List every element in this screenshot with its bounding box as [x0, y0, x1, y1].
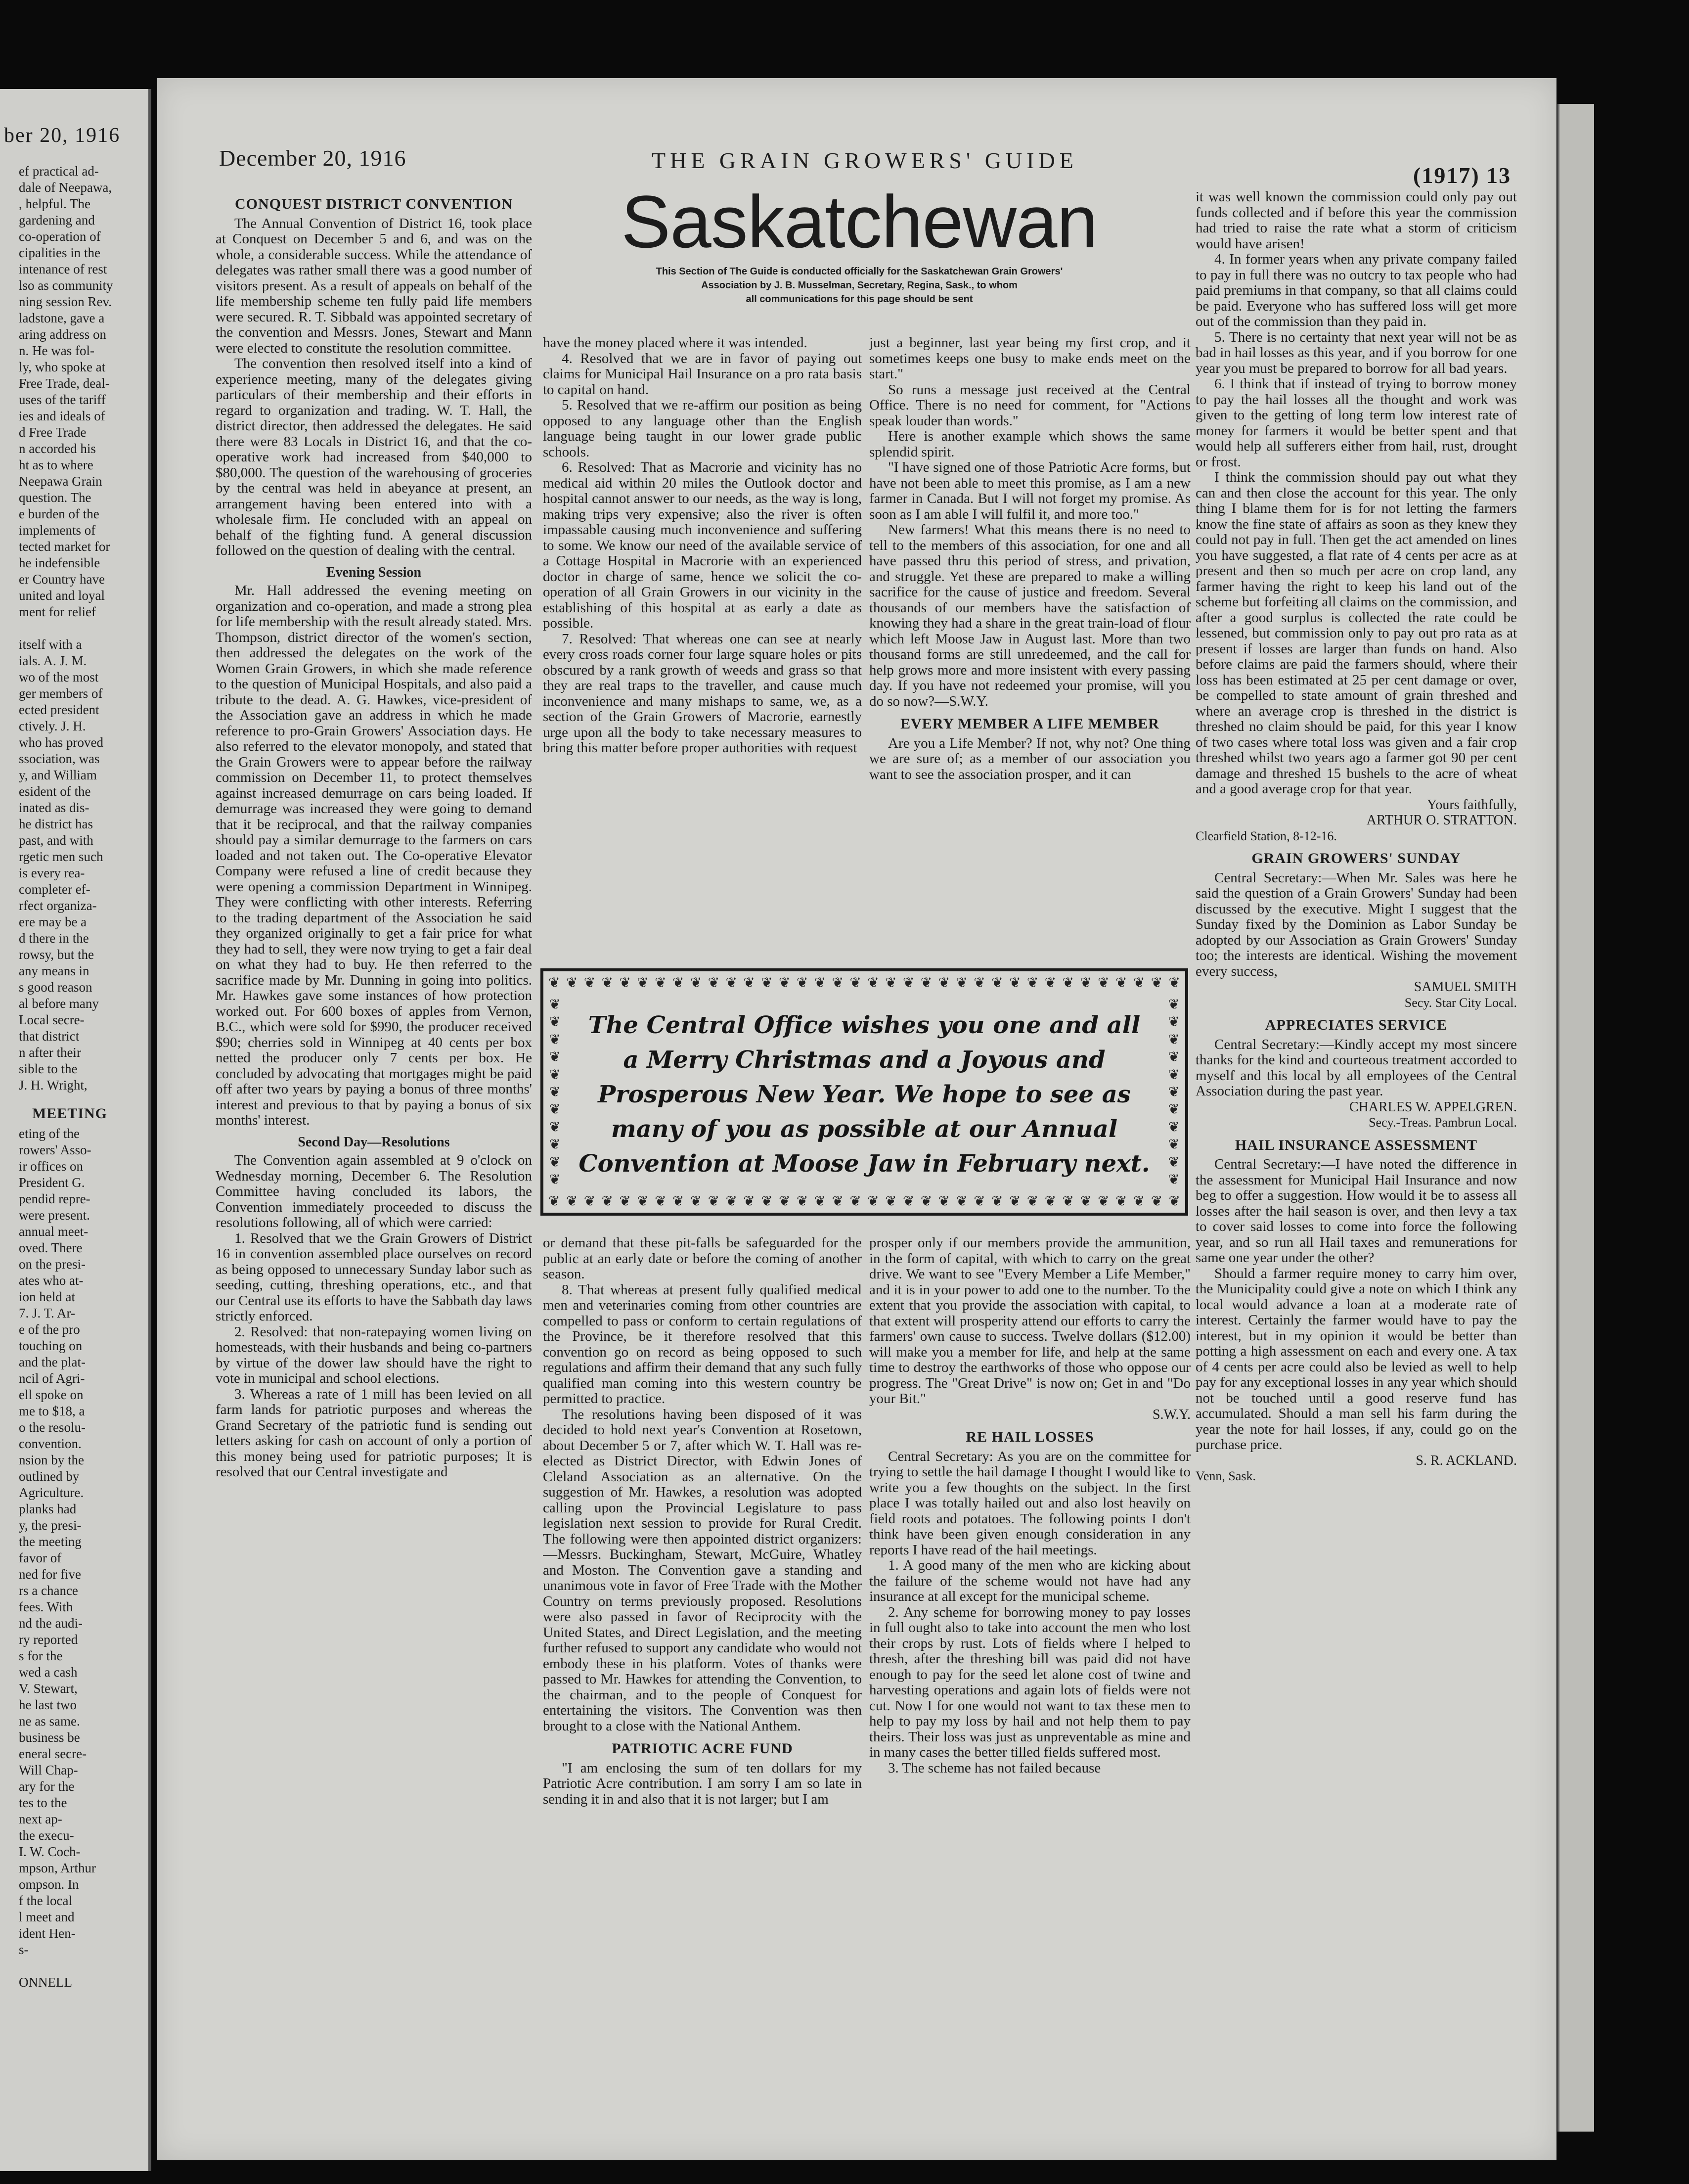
fragment-line: dale of Neepawa, — [19, 180, 112, 195]
ornament-icon: ❦ — [849, 1194, 861, 1209]
fragment-line: wed a cash — [19, 1665, 78, 1680]
signature: ARTHUR O. STRATTON. — [1366, 813, 1517, 828]
fragment-line: Agriculture. — [19, 1485, 84, 1500]
section-note-line-1: This Section of The Guide is conducted officially for the Saskatchewan Grain Growers' — [656, 266, 1063, 277]
fragment-line: d Free Trade — [19, 425, 87, 440]
ornament-icon: ❦ — [1151, 1194, 1163, 1209]
fragment-line: and the plat- — [19, 1355, 86, 1369]
paragraph: 3. The scheme has not failed because — [888, 1760, 1101, 1776]
paragraph: "I am enclosing the sum of ten dollars for my Patriotic Acre contribution. I am sorry I am so late in sending it in and also that it is not larger; but I am — [543, 1760, 862, 1807]
fragment-line: mpson, Arthur — [19, 1861, 96, 1875]
signature-location: Secy. Star City Local. — [1404, 995, 1517, 1010]
column-3-bottom — [869, 1235, 1191, 2131]
fragment-line: ladstone, gave a — [19, 311, 105, 325]
fragment-line — [0, 1958, 139, 1974]
paragraph: Central Secretary:—I have noted the difference in the assessment for Municipal Hail Insurance and now beg to offer a suggestion. How would it be to assess all losses after the hail season is over, and then levy a tax to cover said losses to come into force the following year, and so run all Hail taxes and remunerations for same one year under the other? — [1196, 1156, 1517, 1266]
paragraph: 2. Resolved: that non-ratepaying women living on homesteads, with their husbands and being co-partners by virtue of the dower law should have the right to vote in municipal and school elections. — [216, 1323, 532, 1386]
ornament-icon: ❦ — [1044, 975, 1057, 991]
fragment-line: intenance of rest — [19, 262, 107, 276]
ornament-icon: ❦ — [1168, 1119, 1180, 1135]
fragment-line: ly, who spoke at — [19, 360, 106, 374]
closing: Yours faithfully, — [1426, 797, 1517, 813]
fragment-line: rowsy, but the — [19, 947, 94, 962]
fragment-line: oved. There — [19, 1240, 83, 1255]
paragraph: 5. Resolved that we re-affirm our position as being opposed to any language other than the English language being taught in our lower grade public schools. — [543, 397, 862, 460]
fragment-line: Neepawa Grain — [19, 474, 102, 489]
running-header-title: THE GRAIN GROWERS' GUIDE — [652, 148, 1078, 173]
subheading: Second Day—Resolutions — [298, 1134, 450, 1150]
fragment-line: past, and with — [19, 833, 93, 848]
column-2-bottom — [543, 1235, 862, 2131]
ornament-icon: ❦ — [1168, 1172, 1180, 1187]
fragment-line — [0, 620, 139, 637]
section-note-line-3: all communications for this page should be sent — [746, 294, 973, 305]
fragment-line: gardening and — [19, 213, 95, 228]
ornament-icon: ❦ — [1080, 1194, 1092, 1209]
signature: SAMUEL SMITH — [1414, 979, 1517, 995]
previous-page-fragment — [0, 89, 151, 2171]
page-number: (1917) 13 — [1413, 163, 1511, 188]
fragment-line: aring address on — [19, 327, 106, 342]
ornament-icon: ❦ — [796, 975, 808, 991]
fragment-line: convention. — [19, 1436, 82, 1451]
fragment-line: me to $18, a — [19, 1404, 85, 1418]
fragment-line: ident Hen- — [19, 1926, 76, 1941]
paragraph: "I have signed one of those Patriotic Acre forms, but have not been able to meet this promise, as I am a new farmer in Canada. But I will not forget my promise. As soon as I am able I will fulfil it, and more too." — [869, 459, 1191, 522]
fragment-line: tected market for — [19, 539, 110, 554]
paragraph: 7. Resolved: That whereas one can see at nearly every cross roads corner four large square holes or pits obscured by a rank growth of weeds and grass so that they are real traps to the traveller, and cause much inconvenience and many mishaps to same, we, as a section of the Grain Growers of Macrorie, earnestly urge upon all the body to take necessary measures to bring this matter before proper authorities with request — [543, 631, 862, 756]
ornament-icon: ❦ — [956, 1194, 968, 1209]
ornament-icon: ❦ — [1168, 1137, 1180, 1153]
ornament-icon: ❦ — [1151, 975, 1163, 991]
signature: CHARLES W. APPELGREN. — [1349, 1099, 1517, 1115]
paragraph: or demand that these pit-falls be safeguarded for the public at an early date or before the coming of another season. — [543, 1235, 862, 1282]
article-heading: HAIL INSURANCE ASSESSMENT — [1235, 1137, 1478, 1153]
fragment-line: y, and William — [19, 768, 97, 782]
paragraph: Central Secretary: As you are on the committee for trying to settle the hail damage I thought I would like to write you a few thoughts on the subject. In the first place I was totally hailed out and also lost heavily on field roots and potatoes. The following points I don't think have been given enough consideration in any reports I have read of the hail meetings. — [869, 1448, 1191, 1558]
running-header-date: December 20, 1916 — [219, 145, 406, 171]
paragraph: 1. A good many of the men who are kicking about the failure of the scheme would not have had any insurance at all except for the municipal scheme. — [869, 1557, 1191, 1604]
fragment-line: l meet and — [19, 1910, 75, 1924]
fragment-line: ssociation, was — [19, 751, 100, 766]
christmas-message: The Central Office wishes you one and all a Merry Christmas and a Joyous and Prosperous New Year. We hope to see as many of you as possible at our Annual Convention at Moose Jaw in February next. — [578, 1011, 1150, 1178]
article-heading: CONQUEST DISTRICT CONVENTION — [234, 196, 513, 212]
article-heading: EVERY MEMBER A LIFE MEMBER — [900, 716, 1159, 732]
fragment-line: ctively. J. H. — [19, 719, 86, 733]
ornament-icon: ❦ — [1044, 1194, 1057, 1209]
paragraph: just a beginner, last year being my first crop, and it sometimes keeps one busy to make ends meet on the start." — [869, 335, 1191, 382]
fragment-line: business be — [19, 1730, 80, 1745]
fragment-line: planks had — [19, 1502, 77, 1516]
fragment-line: is every rea- — [19, 865, 85, 880]
ornament-icon: ❦ — [743, 1194, 755, 1209]
ornament-icon: ❦ — [761, 1194, 773, 1209]
ornament-icon: ❦ — [690, 975, 702, 991]
ornament-icon: ❦ — [1009, 975, 1021, 991]
fragment-line: who has proved — [19, 735, 103, 750]
ornament-icon: ❦ — [549, 1172, 561, 1187]
ornament-icon: ❦ — [708, 1194, 720, 1209]
ornament-icon: ❦ — [1168, 1154, 1180, 1170]
fragment-line: wo of the most — [19, 670, 99, 684]
fragment-line: n after their — [19, 1045, 81, 1060]
fragment-line: o the resolu- — [19, 1420, 86, 1435]
ornament-icon: ❦ — [1062, 975, 1074, 991]
column-2-top — [543, 335, 862, 949]
ornament-icon: ❦ — [637, 1194, 649, 1209]
ornament-icon: ❦ — [1098, 1194, 1110, 1209]
fragment-line: President G. — [19, 1175, 85, 1190]
paragraph: 5. There is no certainty that next year will not be as bad in hail losses as this year, and if you borrow for one year you must be prepared to borrow for all bad years. — [1196, 329, 1517, 376]
fragment-line: uses of the tariff — [19, 392, 106, 407]
ornament-icon: ❦ — [1168, 975, 1180, 991]
fragment-line: ected president — [19, 702, 99, 717]
fragment-line: rowers' Asso- — [19, 1142, 91, 1157]
article-heading: GRAIN GROWERS' SUNDAY — [1251, 850, 1461, 866]
ornament-icon: ❦ — [725, 975, 737, 991]
ornament-icon: ❦ — [655, 1194, 667, 1209]
ornament-icon: ❦ — [991, 975, 1003, 991]
paragraph: 4. In former years when any private company failed to pay in full there was no outcry to tax people who had paid premiums in that company, so that all claims could be paid. Everyone who has suffered loss will get more out of the commission than they paid in. — [1196, 251, 1517, 329]
ornament-icon: ❦ — [549, 1119, 561, 1135]
signature: S. R. ACKLAND. — [1416, 1453, 1517, 1468]
ornamental-border-top — [548, 974, 1180, 991]
fragment-line: er Country have — [19, 572, 105, 587]
fragment-line: co-operation of — [19, 229, 101, 244]
ornament-icon: ❦ — [1080, 975, 1092, 991]
fragment-line: nd the audi- — [19, 1616, 83, 1631]
paragraph: 3. Whereas a rate of 1 mill has been levied on all farm lands for patriotic purposes and whereas the Grand Secretary of the patriotic fund is sending out letters asking for cash on account of only a portion of this money being used for patriotic purposes; It is resolved that our Central investigate and — [216, 1386, 532, 1480]
fragment-line: ned for five — [19, 1567, 81, 1582]
fragment-line: ne as same. — [19, 1714, 80, 1729]
ornament-icon: ❦ — [548, 1194, 560, 1209]
paragraph: 6. Resolved: That as Macrorie and vicinity has no medical aid within 20 miles the Outlook doctor and hospital cannot answer to our needs, as the way is long, making trips very expensive; also the river is often impassable causing much inconvenience and suffering to some. We know our need of the available service of a Cottage Hospital in Macrorie with an experienced doctor in charge of same, hence we solicit the co-operation of all Grain Growers in our vicinity in the establishing of this hospital at as early a date as possible. — [543, 459, 862, 631]
fragment-line: lso as community — [19, 278, 113, 293]
ornament-icon: ❦ — [1168, 997, 1180, 1012]
article-heading: APPRECIATES SERVICE — [1265, 1017, 1448, 1033]
ornament-icon: ❦ — [549, 997, 561, 1012]
ornament-icon: ❦ — [583, 975, 596, 991]
paragraph: Are you a Life Member? If not, why not? One thing we are sure of; as a member of our association you want to see the association prosper, and it can — [869, 735, 1191, 782]
ornament-icon: ❦ — [655, 975, 667, 991]
fragment-line: any means in — [19, 963, 89, 978]
fragment-line: y, the presi- — [19, 1518, 82, 1533]
paragraph: it was well known the commission could only pay out funds collected and if before this year the commission had tried to raise the rate what a storm of criticism would have arisen! — [1196, 189, 1517, 252]
signature-location: Secy.-Treas. Pambrun Local. — [1369, 1115, 1517, 1130]
ornament-icon: ❦ — [761, 975, 773, 991]
ornament-icon: ❦ — [549, 1014, 561, 1030]
ornament-icon: ❦ — [1026, 1194, 1039, 1209]
fragment-line: completer ef- — [19, 882, 90, 897]
ornament-icon: ❦ — [991, 1194, 1003, 1209]
ornament-icon: ❦ — [549, 1154, 561, 1170]
ornament-icon: ❦ — [549, 1102, 561, 1118]
ornament-icon: ❦ — [832, 1194, 844, 1209]
fragment-line: itself with a — [19, 637, 82, 652]
fragment-line: favor of — [19, 1550, 62, 1565]
paragraph: Central Secretary:—When Mr. Sales was here he said the question of a Grain Growers' Sunday had been discussed by the executive. Might I suggest that the Sunday fixed by the Dominion as Labor Sunday be adopted by our Association as Grain Growers' Sunday too; the interests are identical. Wishing the movement every success, — [1196, 869, 1517, 979]
fragment-line: nsion by the — [19, 1453, 84, 1467]
paragraph: The Annual Convention of District 16, took place at Conquest on December 5 and 6, and was on the whole, a considerable success. While the attendance of delegates was rather small there was a good number of visitors present. As a result of appeals on behalf of the life membership scheme ten fully paid life members were secured. R. T. Sibbald was appointed secretary of the convention and Messrs. Jones, Stewart and Mann were elected to constitute the resolution committee. — [216, 215, 532, 356]
paragraph: Here is another example which shows the same splendid spirit. — [869, 428, 1191, 460]
signature-location: Clearfield Station, 8-12-16. — [1196, 828, 1337, 843]
fragment-line: were present. — [19, 1208, 90, 1223]
ornament-icon: ❦ — [920, 975, 933, 991]
fragment-line: touching on — [19, 1338, 83, 1353]
fragment-line: I. W. Coch- — [19, 1844, 81, 1859]
ornament-icon: ❦ — [867, 1194, 879, 1209]
fragment-line: outlined by — [19, 1469, 80, 1484]
fragment-line: rfect organiza- — [19, 898, 97, 913]
subheading: Evening Session — [326, 564, 422, 580]
ornament-icon: ❦ — [583, 1194, 596, 1209]
article-heading: RE HAIL LOSSES — [966, 1429, 1094, 1445]
ornament-icon: ❦ — [601, 1194, 613, 1209]
paragraph: 1. Resolved that we the Grain Growers of District 16 in convention assembled place ourselves on record as being opposed to unnecessary Sunday labor such as seeding, cutting, threshing operations, etc., and that our Central use its efforts to have the Sabbath day laws strictly enforced. — [216, 1230, 532, 1324]
column-1 — [216, 189, 532, 2113]
fragment-line: ary for the — [19, 1779, 75, 1794]
ornament-icon: ❦ — [548, 975, 560, 991]
fragment-line: s- — [19, 1942, 29, 1957]
ornament-icon: ❦ — [1026, 975, 1039, 991]
fragment-line: on the presi- — [19, 1257, 86, 1272]
fragment-line: that district — [19, 1029, 80, 1044]
fragment-line: s good reason — [19, 980, 92, 995]
fragment-line: question. The — [19, 490, 91, 505]
ornament-icon: ❦ — [1062, 1194, 1074, 1209]
ornament-icon: ❦ — [974, 975, 985, 991]
paragraph: 6. I think that if instead of trying to borrow money to pay the hail losses all the thought and work was given to the getting of long term low interest rate of money for farmers it would be better spent and that would help all sufferers either from hail, rust, drought or frost. — [1196, 376, 1517, 470]
fragment-line: n. He was fol- — [19, 343, 94, 358]
fragment-line: tes to the — [19, 1795, 67, 1810]
ornament-icon: ❦ — [549, 1137, 561, 1153]
fragment-line: ere may be a — [19, 914, 87, 929]
ornament-icon: ❦ — [601, 975, 613, 991]
paragraph: I think the commission should pay out what they can and then close the account for this year. The only thing I blame them for is for not letting the farmers know the fine state of affairs as soon as they knew they could not pay in full. Then get the act amended on lines you have suggested, a flat rate of 4 cents per acre as at present and then so much per acre on crop land, any farmer having the right to keep his land out of the scheme but forfeiting all claims on the commission, and after a good surplus is collected the rate could be lessened, but commission only to pay out pro rata as at present if losses are larger than funds on hand. Also before claims are paid the farmers should, where their loss has been estimated at 25 per cent damage or over, be compelled to state amount of grain threshed and where an average crop is threshed in the district is threshed no claim should be paid, for this year I know of two cases where total loss was given and a fair crop threshed whilst two years ago a farmer got 90 per cent damage and threshed 15 bushels to the acre of wheat and a good average crop for that year. — [1196, 469, 1517, 797]
paragraph: have the money placed where it was intended. — [543, 335, 807, 351]
article-heading: PATRIOTIC ACRE FUND — [612, 1740, 793, 1757]
fragment-line: V. Stewart, — [19, 1681, 78, 1696]
fragment-line: ncil of Agri- — [19, 1371, 85, 1386]
signature-location: Venn, Sask. — [1196, 1469, 1256, 1483]
ornament-icon: ❦ — [1168, 1194, 1180, 1209]
ornament-icon: ❦ — [938, 1194, 950, 1209]
ornament-icon: ❦ — [885, 975, 897, 991]
ornament-icon: ❦ — [637, 975, 649, 991]
fragment-line: united and loyal — [19, 588, 105, 603]
christmas-notice-box — [540, 968, 1188, 1216]
fragment-line: next ap- — [19, 1812, 62, 1826]
fragment-line: ht as to where — [19, 457, 93, 472]
fragment-line: eneral secre- — [19, 1746, 87, 1761]
paragraph: prosper only if our members provide the ammunition, in the form of capital, with which to carry on the great drive. We want to see "Every Member a Life Member," and it is in your power to add one to the number. To the extent that you provide the association with capital, to that extent will prosperity attend our efforts to carry the farmers' own cause to success. Twelve dollars ($12.00) will make you a member for life, and help at the same time to destroy the earthworks of those who oppose our progress. The "Great Drive" is now on; Get in and "Do your Bit." — [869, 1235, 1191, 1407]
ornament-icon: ❦ — [814, 975, 826, 991]
fragment-line: ials. A. J. M. — [19, 653, 87, 668]
ornament-icon: ❦ — [956, 975, 968, 991]
column-3-top — [869, 335, 1191, 949]
fragment-line: ion held at — [19, 1289, 75, 1304]
ornament-icon: ❦ — [920, 1194, 933, 1209]
signature: S.W.Y. — [1152, 1407, 1191, 1422]
fragment-line: , helpful. The — [19, 196, 90, 211]
fragment-line: ies and ideals of — [19, 409, 105, 423]
fragment-heading: MEETING — [32, 1105, 108, 1122]
fragment-line: ates who at- — [19, 1273, 84, 1288]
ornament-icon: ❦ — [549, 1067, 561, 1083]
fragment-line: he indefensible — [19, 555, 100, 570]
fragment-line: rs a chance — [19, 1583, 78, 1598]
fragment-line: rgetic men such — [19, 849, 103, 864]
fragment-line: eting of the — [19, 1126, 80, 1141]
paragraph: 4. Resolved that we are in favor of paying out claims for Municipal Hail Insurance on a pro rata basis to capital on hand. — [543, 350, 862, 398]
column-4 — [1196, 189, 1517, 2113]
fragment-line: Local secre- — [19, 1012, 85, 1027]
newspaper-page — [157, 78, 1556, 2160]
ornament-icon: ❦ — [708, 975, 720, 991]
ornament-icon: ❦ — [743, 975, 755, 991]
fragment-line: ry reported — [19, 1632, 78, 1647]
paragraph: Mr. Hall addressed the evening meeting on organization and co-operation, and made a strong plea for life membership with the result already stated. Mrs. Thompson, district director of the women's section, then addressed the delegates on the work of the Women Grain Growers, in which she made reference to the question of Municipal Hospitals, and also paid a tribute to the dead. A. G. Hawkes, vice-president of the Association gave an address in which he made reference to pro-Grain Growers' Association days. He also referred to the elevator monopoly, and stated that the Grain Growers were to appear before the railway commission on December 11, to protect themselves against increased demurrage on cars being loaded. If demurrage was increased they were going to demand that it be reciprocal, and that the railway companies should pay a similar demurrage to the farmers on cars loaded and not taken out. The Co-operative Elevator Company were refused a line of credit because they were opening a commission Department in Winnipeg. They were conflicting with other interests. Referring to the trading department of the Association he said they organized originally to get a fair price for what they had to sell, they were now trying to get a fair deal on what they had to buy. He then referred to the sacrifice made by Mr. Dunning in going into politics. Mr. Hawkes gave some instances of how protection worked out. For 600 boxes of apples from Vernon, B.C., which were sold for $990, the producer received $90; cherries sold in Winnipeg at 40 cents per box netted the producer only 7 cents per box. He concluded by advocating that mortgages might be paid off after two years by paying a bonus of three months' interest and previous to that by paying a bonus of six months' interest. — [216, 583, 532, 1128]
fragment-line: ger members of — [19, 686, 103, 701]
fragment-line: fees. With — [19, 1599, 73, 1614]
ornament-icon: ❦ — [1009, 1194, 1021, 1209]
ornament-icon: ❦ — [549, 1049, 561, 1065]
ornament-icon: ❦ — [566, 1194, 578, 1209]
ornament-icon: ❦ — [672, 975, 684, 991]
ornament-icon: ❦ — [1168, 1084, 1180, 1100]
section-note-line-2: Association by J. B. Musselman, Secretary, Regina, Sask., to whom — [701, 280, 1018, 291]
fragment-line: annual meet- — [19, 1224, 89, 1239]
ornamental-border-bottom — [548, 1193, 1180, 1210]
ornament-icon: ❦ — [1168, 1014, 1180, 1030]
paragraph: Central Secretary:—Kindly accept my most sincere thanks for the kind and courteous treatment accorded to myself and this local by all employees of the Central Association during the past year. — [1196, 1036, 1517, 1099]
fragment-line: n accorded his — [19, 441, 96, 456]
section-title: Saskatchewan — [621, 180, 1098, 263]
fragment-line: Free Trade, deal- — [19, 376, 110, 391]
fragment-line: ir offices on — [19, 1159, 83, 1174]
fragment-line: sible to the — [19, 1061, 78, 1076]
fragment-line: ONNELL — [19, 1975, 72, 1990]
ornament-icon: ❦ — [832, 975, 844, 991]
ornament-icon: ❦ — [938, 975, 950, 991]
fragment-line: esident of the — [19, 784, 91, 799]
ornament-icon: ❦ — [902, 1194, 915, 1209]
previous-page-header: ber 20, 1916 — [4, 124, 121, 147]
paragraph: Should a farmer require money to carry him over, the Municipality could give a note on which I think any local would advance a loan at a moderate rate of interest. Certainly the farmer would have to pay the interest, but in my opinion it would be better than potting a high assessment on each and every one. A tax of 4 cents per acre could also be levied as well to help pay for any exceptional losses in any year which should not be touched until a good reserve fund has accumulated. Should a man sell his farm during the year the note for hail losses, if any, could go on the purchase price. — [1196, 1265, 1517, 1453]
fragment-line: ef practical ad- — [19, 164, 99, 179]
fragment-line: the meeting — [19, 1534, 82, 1549]
ornament-icon: ❦ — [1115, 975, 1127, 991]
page-edge — [1557, 104, 1594, 2132]
paragraph: The convention then resolved itself into a kind of experience meeting, many of the delegates giving particulars of their membership and their efforts in regard to organization and trading. W. T. Hall, the district director, then addressed the delegates. He said there were 83 Locals in District 16, and that the co-operative work had increased from $40,000 to $80,000. The question of the warehousing of groceries by the central was held in abeyance at present, an arrangement having been entered into with a wholesale firm. He concluded with an appeal on behalf of the fighting fund. A general discussion followed on the question of dealing with the central. — [216, 356, 532, 558]
ornament-icon: ❦ — [778, 1194, 791, 1209]
fragment-line: Will Chap- — [19, 1763, 78, 1777]
ornament-icon: ❦ — [1098, 975, 1110, 991]
paragraph: 2. Any scheme for borrowing money to pay losses in full ought also to take into account the men who lost their crops by rust. Lots of fields where I helped to thresh, after the threshing bill was paid did not have enough to pay for the seed let alone cost of twine and harvesting operations and again lots of fields were not cut. Now I for one would not want to tax these men to help to pay my loss by hail and not help them to pay theirs. Their loss was just as unpreventable as mine and in many cases the better tilled fields suffered most. — [869, 1604, 1191, 1760]
fragment-line: ning session Rev. — [19, 294, 112, 309]
ornament-icon: ❦ — [849, 975, 861, 991]
fragment-line: he district has — [19, 817, 93, 831]
fragment-line: pendid repre- — [19, 1191, 90, 1206]
paragraph: The Convention again assembled at 9 o'clock on Wednesday morning, December 6. The Resolution Committee having concluded its labors, the Convention immediately proceeded to discuss the resolutions following, all of which were carried: — [216, 1152, 532, 1230]
fragment-line: 7. J. T. Ar- — [19, 1306, 75, 1320]
paragraph: 8. That whereas at present fully qualified medical men and veterinaries coming from other countries are compelled to pass or conform to certain regulations of the Province, be it therefore resolved that this convention go on record as being opposed to such regulations and affirm their demand that any such fully qualified man coming into this western country be permitted to practice. — [543, 1281, 862, 1407]
fragment-line: ment for relief — [19, 604, 96, 619]
ornament-icon: ❦ — [796, 1194, 808, 1209]
ornament-icon: ❦ — [566, 975, 578, 991]
fragment-line: ell spoke on — [19, 1387, 84, 1402]
fragment-line: cipalities in the — [19, 245, 100, 260]
fragment-line: the execu- — [19, 1828, 74, 1843]
ornament-icon: ❦ — [619, 1194, 631, 1209]
ornament-icon: ❦ — [885, 1194, 897, 1209]
ornament-icon: ❦ — [672, 1194, 684, 1209]
ornament-icon: ❦ — [1168, 1032, 1180, 1047]
ornament-icon: ❦ — [725, 1194, 737, 1209]
fragment-line: ompson. In — [19, 1877, 79, 1892]
fragment-line: e burden of the — [19, 506, 99, 521]
ornamental-border-right — [1165, 996, 1182, 1188]
paragraph: So runs a message just received at the Central Office. There is no need for comment, for "Actions speak louder than words." — [869, 381, 1191, 429]
ornament-icon: ❦ — [867, 975, 879, 991]
ornament-icon: ❦ — [1168, 1102, 1180, 1118]
ornament-icon: ❦ — [778, 975, 791, 991]
fragment-line: s for the — [19, 1648, 63, 1663]
fragment-line: J. H. Wright, — [19, 1078, 88, 1092]
fragment-line: he last two — [19, 1697, 77, 1712]
fragment-line: al before many — [19, 996, 99, 1011]
ornament-icon: ❦ — [549, 1032, 561, 1047]
ornament-icon: ❦ — [549, 1084, 561, 1100]
fragment-line: d there in the — [19, 931, 89, 946]
paragraph: New farmers! What this means there is no need to tell to the members of this association, for one and all have passed thru this period of stress, and privation, and struggle. Yet these are prepared to make a willing sacrifice for the cause of justice and freedom. Several thousands of our members have the satisfaction of knowing they had a share in the great train-load of flour which left Moose Jaw in August last. More than two thousand forms are still unredeemed, and the call for help grows more and more insistent with every passing day. If you have not redeemed your promise, will you do so now?—S.W.Y. — [869, 522, 1191, 709]
fragment-line: inated as dis- — [19, 800, 89, 815]
ornament-icon: ❦ — [1133, 1194, 1145, 1209]
ornament-icon: ❦ — [902, 975, 915, 991]
paragraph: The resolutions having been disposed of it was decided to hold next year's Convention at Rosetown, about December 5 or 7, after which W. T. Hall was re-elected as District Director, with Edwin Jones of Cleland Association as an alternative. On the suggestion of Mr. Hawkes, a resolution was adopted calling upon the Provincial Legislature to pass legislation next session to provide for Rural Credit. The following were then appointed district organizers:—Messrs. Buckingham, Stewart, McGuire, Whatley and Moston. The Convention gave a standing and unanimous vote in favor of Free Trade with the Mother Country on terms previously proposed. Resolutions were also passed in favor of Reciprocity with the United States, and Direct Legislation, and the meeting further refused to support any candidate who would not embody these in his platform. Votes of thanks were passed to Mr. Hawkes for attending the Convention, to the chairman, and to the people of Conquest for entertaining the visitors. The Convention was then brought to a close with the National Anthem. — [543, 1406, 862, 1734]
ornamental-border-left — [546, 996, 563, 1188]
ornament-icon: ❦ — [690, 1194, 702, 1209]
ornament-icon: ❦ — [1115, 1194, 1127, 1209]
fragment-line: implements of — [19, 523, 96, 538]
ornament-icon: ❦ — [974, 1194, 985, 1209]
fragment-line: f the local — [19, 1893, 72, 1908]
section-masthead — [592, 180, 1126, 305]
ornament-icon: ❦ — [1168, 1067, 1180, 1083]
ornament-icon: ❦ — [814, 1194, 826, 1209]
fragment-line: e of the pro — [19, 1322, 80, 1337]
ornament-icon: ❦ — [1168, 1049, 1180, 1065]
ornament-icon: ❦ — [1133, 975, 1145, 991]
previous-page-column — [0, 163, 143, 1991]
ornament-icon: ❦ — [619, 975, 631, 991]
